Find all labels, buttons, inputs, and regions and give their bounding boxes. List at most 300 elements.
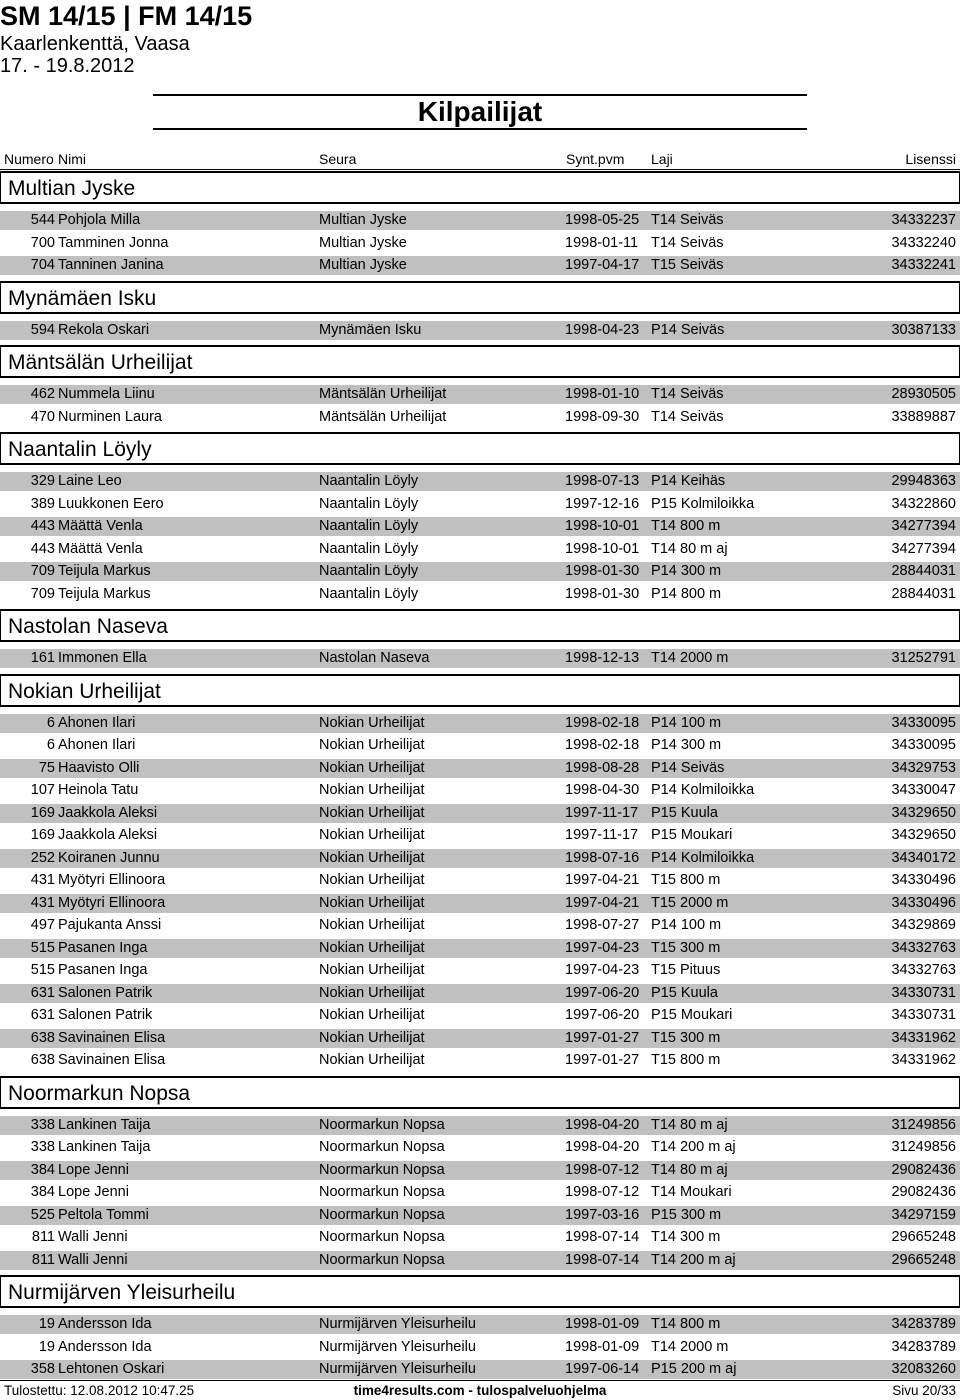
competitor-club: Noormarkun Nopsa (319, 1229, 445, 1245)
competitor-birthdate: 1997-04-17 (565, 257, 640, 273)
competitor-club: Nokian Urheilijat (319, 804, 425, 821)
table-row (0, 1159, 960, 1182)
competitor-number: 19 (38, 1338, 55, 1355)
competitor-club: Naantalin Löyly (319, 563, 419, 579)
competitor-number: 252 (30, 849, 55, 866)
competitor-club: Multian Jyske (319, 234, 407, 251)
competitor-row (0, 256, 960, 275)
competitor-event: T14 300 m (651, 1229, 721, 1245)
competitor-license: 34331962 (891, 1052, 956, 1068)
competitor-license: 29665248 (891, 1251, 956, 1268)
competitor-event: P14 100 m (651, 714, 722, 731)
competitor-event: P14 Seiväs (651, 321, 725, 338)
competitor-row (0, 234, 960, 253)
competitor-row (0, 495, 960, 514)
competitor-club: Nokian Urheilijat (319, 872, 425, 888)
competitor-birthdate: 1997-04-21 (565, 872, 640, 888)
competitor-name: Määttä Venla (58, 540, 143, 557)
event-dates: 17. - 19.8.2012 (0, 55, 135, 77)
competitor-row (0, 1161, 960, 1180)
competitor-birthdate: 1998-10-01 (565, 518, 640, 534)
col-club: Seura (319, 151, 357, 167)
competitor-row (0, 1228, 960, 1247)
competitor-name: Salonen Patrik (58, 1007, 153, 1023)
competitor-number: 358 (30, 1361, 55, 1377)
competitor-number: 389 (30, 495, 55, 512)
competitor-number: 811 (31, 1229, 55, 1245)
competitor-club: Nokian Urheilijat (319, 714, 425, 731)
table-row (0, 847, 960, 870)
competitor-license: 34332237 (891, 212, 956, 228)
competitor-birthdate: 1998-07-14 (565, 1229, 640, 1245)
competitor-club: Naantalin Löyly (319, 495, 419, 512)
table-row (0, 937, 960, 960)
table-row (0, 406, 960, 429)
competitor-birthdate: 1997-12-16 (565, 495, 640, 512)
competitor-name: Teijula Markus (58, 585, 151, 602)
competitor-row (0, 804, 960, 823)
title-rule-bottom (153, 128, 807, 130)
competitor-number: 497 (30, 917, 55, 933)
competitor-number: 525 (30, 1206, 55, 1223)
competitor-event: T14 Seiväs (651, 386, 724, 402)
competitor-birthdate: 1997-03-16 (565, 1206, 640, 1223)
competitor-event: T14 200 m aj (651, 1139, 736, 1155)
competitor-birthdate: 1998-04-23 (565, 321, 640, 338)
competitor-number: 431 (30, 894, 55, 911)
competitor-birthdate: 1998-01-10 (565, 386, 640, 402)
competitor-license: 34297159 (891, 1206, 956, 1223)
competitor-event: T15 800 m (651, 872, 721, 888)
competitor-name: Walli Jenni (58, 1251, 128, 1268)
table-row (0, 892, 960, 915)
competitor-number: 443 (30, 540, 55, 557)
competitor-event: T14 80 m aj (651, 1161, 728, 1178)
competitor-license: 31249856 (891, 1116, 956, 1133)
competitor-birthdate: 1998-01-11 (565, 234, 639, 251)
competitor-event: T14 Seiväs (651, 408, 724, 425)
table-row (0, 232, 960, 255)
table-row (0, 734, 960, 757)
competitor-club: Noormarkun Nopsa (319, 1184, 445, 1200)
competitor-license: 31252791 (891, 650, 956, 666)
table-row (0, 1358, 960, 1381)
competitor-name: Laine Leo (58, 473, 122, 489)
competitor-club: Noormarkun Nopsa (319, 1139, 445, 1155)
competitor-name: Walli Jenni (58, 1229, 128, 1245)
competitor-event: P15 Kolmiloikka (651, 495, 755, 512)
competitor-name: Lope Jenni (58, 1184, 129, 1200)
club-header: Mynämäen Isku (0, 281, 960, 314)
competitor-name: Lehtonen Oskari (58, 1361, 165, 1377)
col-birth: Synt.pvm (566, 151, 625, 167)
competitor-event: T14 200 m aj (651, 1251, 736, 1268)
competitor-row (0, 759, 960, 778)
competitor-number: 631 (30, 1007, 55, 1023)
table-row (0, 319, 960, 342)
table-row (0, 1114, 960, 1137)
competitor-club: Mäntsälän Urheilijat (319, 408, 447, 425)
competitor-license: 29082436 (891, 1161, 956, 1178)
competitor-name: Lankinen Taija (58, 1139, 151, 1155)
competitor-row (0, 871, 960, 890)
table-row (0, 493, 960, 516)
competitor-birthdate: 1998-07-12 (565, 1184, 640, 1200)
competitor-number: 700 (30, 234, 55, 251)
competitor-row (0, 1251, 960, 1270)
table-row (0, 1336, 960, 1359)
competitor-event: T15 300 m (651, 1029, 721, 1046)
competitor-club: Nastolan Naseva (319, 650, 430, 666)
competitor-name: Rekola Oskari (58, 321, 150, 338)
table-row (0, 1313, 960, 1336)
competitor-birthdate: 1998-12-13 (565, 650, 640, 666)
footer-printed: Tulostettu: 12.08.2012 10:47.25 (4, 1383, 195, 1398)
competitor-event: T15 800 m (651, 1052, 721, 1068)
footer-page: Sivu 20/33 (892, 1383, 956, 1398)
competitor-number: 338 (30, 1139, 55, 1155)
competitor-name: Pasanen Inga (58, 939, 148, 956)
competitor-number: 6 (46, 737, 55, 753)
competitor-name: Pasanen Inga (58, 962, 148, 978)
competitor-event: P15 Moukari (651, 1007, 733, 1023)
competitor-event: P15 Moukari (651, 827, 733, 843)
competitor-license: 33889887 (891, 408, 956, 425)
competitor-birthdate: 1997-06-20 (565, 1007, 640, 1023)
competitor-number: 709 (30, 585, 55, 602)
competitor-club: Nokian Urheilijat (319, 984, 425, 1001)
competitor-row (0, 1360, 960, 1379)
competitor-license: 29082436 (891, 1184, 956, 1200)
competitor-birthdate: 1997-04-23 (565, 962, 640, 978)
competitor-license: 34277394 (891, 518, 956, 534)
club-header: Mäntsälän Urheilijat (0, 345, 960, 378)
competitor-license: 34332763 (891, 939, 956, 956)
competitor-number: 709 (30, 563, 55, 579)
competitor-birthdate: 1997-04-21 (565, 894, 640, 911)
competitor-row (0, 714, 960, 733)
competitor-club: Nokian Urheilijat (319, 759, 425, 776)
competitor-license: 34332240 (891, 234, 956, 251)
competitor-number: 631 (30, 984, 55, 1001)
competitor-number: 462 (30, 386, 55, 402)
competitor-row (0, 517, 960, 536)
competitor-club: Nokian Urheilijat (319, 827, 425, 843)
competitor-club: Naantalin Löyly (319, 540, 419, 557)
competitor-row (0, 781, 960, 800)
competitor-number: 75 (38, 759, 55, 776)
competitor-row (0, 1138, 960, 1157)
competitor-birthdate: 1998-07-12 (565, 1161, 640, 1178)
competitor-birthdate: 1998-07-13 (565, 473, 640, 489)
competitor-row (0, 984, 960, 1003)
competitor-license: 34277394 (891, 540, 956, 557)
competitor-birthdate: 1998-02-18 (565, 714, 640, 731)
competitor-event: P14 Kolmiloikka (651, 849, 755, 866)
competitor-license: 34330496 (891, 894, 956, 911)
competitor-event: T15 300 m (651, 939, 721, 956)
competitor-event: P15 300 m (651, 1206, 722, 1223)
table-row (0, 383, 960, 406)
competitor-event: P14 300 m (651, 563, 722, 579)
competitor-club: Nokian Urheilijat (319, 917, 425, 933)
competitor-row (0, 540, 960, 559)
competitor-license: 34331962 (891, 1029, 956, 1046)
competitor-license: 34330047 (891, 782, 956, 798)
competitor-club: Naantalin Löyly (319, 518, 419, 534)
club-header: Multian Jyske (0, 171, 960, 204)
competitor-number: 431 (30, 872, 55, 888)
competitor-row (0, 1051, 960, 1070)
competitor-row (0, 826, 960, 845)
competitor-number: 384 (30, 1184, 55, 1200)
competitor-name: Luukkonen Eero (58, 495, 164, 512)
table-row (0, 1027, 960, 1050)
competitor-club: Noormarkun Nopsa (319, 1206, 445, 1223)
competitor-row (0, 1006, 960, 1025)
competitor-birthdate: 1998-01-09 (565, 1338, 640, 1355)
competitor-event: P14 Keihäs (651, 473, 726, 489)
competitor-name: Myötyri Ellinoora (58, 872, 166, 888)
club-header: Nurmijärven Yleisurheilu (0, 1275, 960, 1308)
table-row (0, 1249, 960, 1272)
competitor-license: 34330095 (891, 714, 956, 731)
col-name: Nimi (58, 151, 86, 167)
table-row (0, 1204, 960, 1227)
competitor-number: 169 (30, 804, 55, 821)
competitor-name: Immonen Ella (58, 650, 147, 666)
competitor-name: Pajukanta Anssi (58, 917, 162, 933)
competitor-number: 338 (30, 1116, 55, 1133)
competitor-name: Lankinen Taija (58, 1116, 151, 1133)
competitor-event: T14 2000 m (651, 650, 729, 666)
competitor-number: 515 (30, 939, 55, 956)
competitor-birthdate: 1998-07-14 (565, 1251, 640, 1268)
table-row (0, 560, 960, 583)
table-row (0, 824, 960, 847)
col-event: Laji (651, 151, 673, 167)
competitor-row (0, 939, 960, 958)
competitor-license: 34283789 (891, 1338, 956, 1355)
competitor-number: 161 (30, 650, 55, 666)
competitor-name: Ahonen Ilari (58, 737, 136, 753)
competitor-license: 34322860 (891, 495, 956, 512)
competitor-row (0, 894, 960, 913)
table-row (0, 1226, 960, 1249)
competitor-club: Multian Jyske (319, 212, 407, 228)
competitor-name: Salonen Patrik (58, 984, 153, 1001)
competitor-name: Tanninen Janina (58, 257, 164, 273)
competitor-row (0, 1338, 960, 1357)
competitor-birthdate: 1998-01-30 (565, 563, 640, 579)
competitor-club: Nurmijärven Yleisurheilu (319, 1316, 476, 1332)
competitor-club: Mynämäen Isku (319, 321, 422, 338)
competitor-club: Naantalin Löyly (319, 585, 419, 602)
competitor-birthdate: 1997-06-14 (565, 1361, 640, 1377)
competitor-number: 594 (30, 321, 55, 338)
competitor-name: Koiranen Junnu (58, 849, 160, 866)
competitor-club: Nokian Urheilijat (319, 1029, 425, 1046)
competitor-club: Nokian Urheilijat (319, 849, 425, 866)
competitor-row (0, 585, 960, 604)
competitor-license: 34330095 (891, 737, 956, 753)
competitor-event: P14 Kolmiloikka (651, 782, 755, 798)
competitor-row (0, 1183, 960, 1202)
column-header (0, 150, 960, 168)
table-row (0, 583, 960, 606)
competitor-birthdate: 1998-08-28 (565, 759, 640, 776)
competitor-event: T14 Seiväs (651, 234, 724, 251)
competitor-event: T14 800 m (651, 1316, 721, 1332)
competitor-row (0, 321, 960, 340)
table-row (0, 982, 960, 1005)
competitor-license: 34340172 (891, 849, 956, 866)
competitor-club: Nokian Urheilijat (319, 782, 425, 798)
competitor-name: Savinainen Elisa (58, 1029, 166, 1046)
competitor-event: T15 2000 m (651, 894, 729, 911)
table-row (0, 254, 960, 277)
competitor-club: Nokian Urheilijat (319, 737, 425, 753)
competitor-birthdate: 1998-09-30 (565, 408, 640, 425)
competitor-license: 34330731 (891, 1007, 956, 1023)
competitor-event: T15 Seiväs (651, 257, 724, 273)
competitor-name: Jaakkola Aleksi (58, 804, 158, 821)
competitor-club: Nokian Urheilijat (319, 962, 425, 978)
competitor-name: Tamminen Jonna (58, 234, 169, 251)
competitor-event: T14 80 m aj (651, 1116, 728, 1133)
competitor-row (0, 211, 960, 230)
competitor-club: Noormarkun Nopsa (319, 1161, 445, 1178)
competitor-event: P14 Seiväs (651, 759, 725, 776)
competitor-number: 19 (38, 1316, 55, 1332)
competitor-club: Nokian Urheilijat (319, 894, 425, 911)
competitor-license: 34329753 (891, 759, 956, 776)
competitor-license: 34330496 (891, 872, 956, 888)
competitor-birthdate: 1998-04-20 (565, 1139, 640, 1155)
page-title: Kilpailijat (417, 96, 543, 127)
competitor-club: Nokian Urheilijat (319, 1007, 425, 1023)
col-license: Lisenssi (905, 151, 956, 167)
competitor-name: Haavisto Olli (58, 759, 140, 776)
competitor-club: Multian Jyske (319, 257, 407, 273)
competitor-row (0, 1315, 960, 1334)
competitor-club: Naantalin Löyly (319, 473, 419, 489)
competitor-number: 704 (30, 257, 55, 273)
competitor-event: P15 Kuula (651, 804, 718, 821)
competitor-birthdate: 1998-04-20 (565, 1116, 640, 1133)
competitor-row (0, 849, 960, 868)
competitor-license: 28844031 (891, 585, 956, 602)
competitor-license: 34283789 (891, 1316, 956, 1332)
footer-brand: time4results.com - tulospalveluohjelma (353, 1383, 607, 1398)
competitor-event: P14 300 m (651, 737, 722, 753)
competitor-row (0, 916, 960, 935)
competitor-name: Teijula Markus (58, 563, 151, 579)
competitor-name: Pohjola Milla (58, 212, 141, 228)
competitor-birthdate: 1997-06-20 (565, 984, 640, 1001)
competitor-number: 6 (46, 714, 55, 731)
competitor-number: 544 (30, 212, 55, 228)
competitor-number: 443 (30, 518, 55, 534)
competitor-number: 107 (30, 782, 55, 798)
table-row (0, 538, 960, 561)
table-row (0, 712, 960, 735)
competitor-birthdate: 1998-07-27 (565, 917, 640, 933)
competitor-birthdate: 1998-04-30 (565, 782, 640, 798)
table-row (0, 1049, 960, 1072)
competitor-event: T14 80 m aj (651, 540, 728, 557)
column-header-rule (0, 169, 960, 170)
club-header: Noormarkun Nopsa (0, 1076, 960, 1109)
competitor-number: 811 (31, 1251, 55, 1268)
competitor-birthdate: 1997-11-17 (565, 804, 639, 821)
competitor-event: T14 2000 m (651, 1338, 729, 1355)
competitor-birthdate: 1998-10-01 (565, 540, 640, 557)
table-row (0, 470, 960, 493)
competitor-birthdate: 1997-01-27 (565, 1052, 640, 1068)
competitor-name: Savinainen Elisa (58, 1052, 166, 1068)
event-venue: Kaarlenkenttä, Vaasa (0, 33, 190, 55)
competitor-license: 34329650 (891, 827, 956, 843)
competitor-list (0, 171, 960, 1381)
table-row (0, 647, 960, 670)
competitor-license: 29665248 (891, 1229, 956, 1245)
competitor-row (0, 1029, 960, 1048)
col-number: Numero (4, 151, 54, 167)
table-row (0, 959, 960, 982)
competitor-event: P15 200 m aj (651, 1361, 737, 1377)
competitor-row (0, 736, 960, 755)
competitor-club: Nokian Urheilijat (319, 1052, 425, 1068)
competitor-event: T15 Pituus (651, 962, 721, 978)
table-row (0, 1136, 960, 1159)
competitor-club: Noormarkun Nopsa (319, 1251, 445, 1268)
table-row (0, 757, 960, 780)
competitor-name: Jaakkola Aleksi (58, 827, 158, 843)
club-header: Naantalin Löyly (0, 432, 960, 465)
competitor-club: Nurmijärven Yleisurheilu (319, 1338, 476, 1355)
competitor-license: 34329650 (891, 804, 956, 821)
competitor-license: 34332763 (891, 962, 956, 978)
competitor-row (0, 961, 960, 980)
club-header: Nastolan Naseva (0, 609, 960, 642)
competitor-name: Andersson Ida (58, 1316, 152, 1332)
competitor-license: 34330731 (891, 984, 956, 1001)
competitor-name: Määttä Venla (58, 518, 143, 534)
competitor-number: 169 (30, 827, 55, 843)
competitor-number: 638 (30, 1052, 55, 1068)
competitor-event: T14 800 m (651, 518, 721, 534)
competitor-birthdate: 1998-01-30 (565, 585, 640, 602)
competitor-license: 29948363 (891, 473, 956, 489)
competitor-number: 329 (30, 473, 55, 489)
competitor-name: Andersson Ida (58, 1338, 152, 1355)
competitor-name: Ahonen Ilari (58, 714, 136, 731)
competitor-row (0, 562, 960, 581)
competitor-row (0, 649, 960, 668)
table-row (0, 1004, 960, 1027)
competitor-club: Nokian Urheilijat (319, 939, 425, 956)
event-title: SM 14/15 | FM 14/15 (0, 1, 253, 31)
competitor-name: Lope Jenni (58, 1161, 129, 1178)
competitor-name: Heinola Tatu (58, 782, 139, 798)
competitor-birthdate: 1997-01-27 (565, 1029, 640, 1046)
competitor-number: 515 (30, 962, 55, 978)
competitor-name: Nummela Liinu (58, 386, 155, 402)
competitor-name: Peltola Tommi (58, 1206, 149, 1223)
competitor-birthdate: 1998-05-25 (565, 212, 640, 228)
competitor-license: 28930505 (891, 386, 956, 402)
